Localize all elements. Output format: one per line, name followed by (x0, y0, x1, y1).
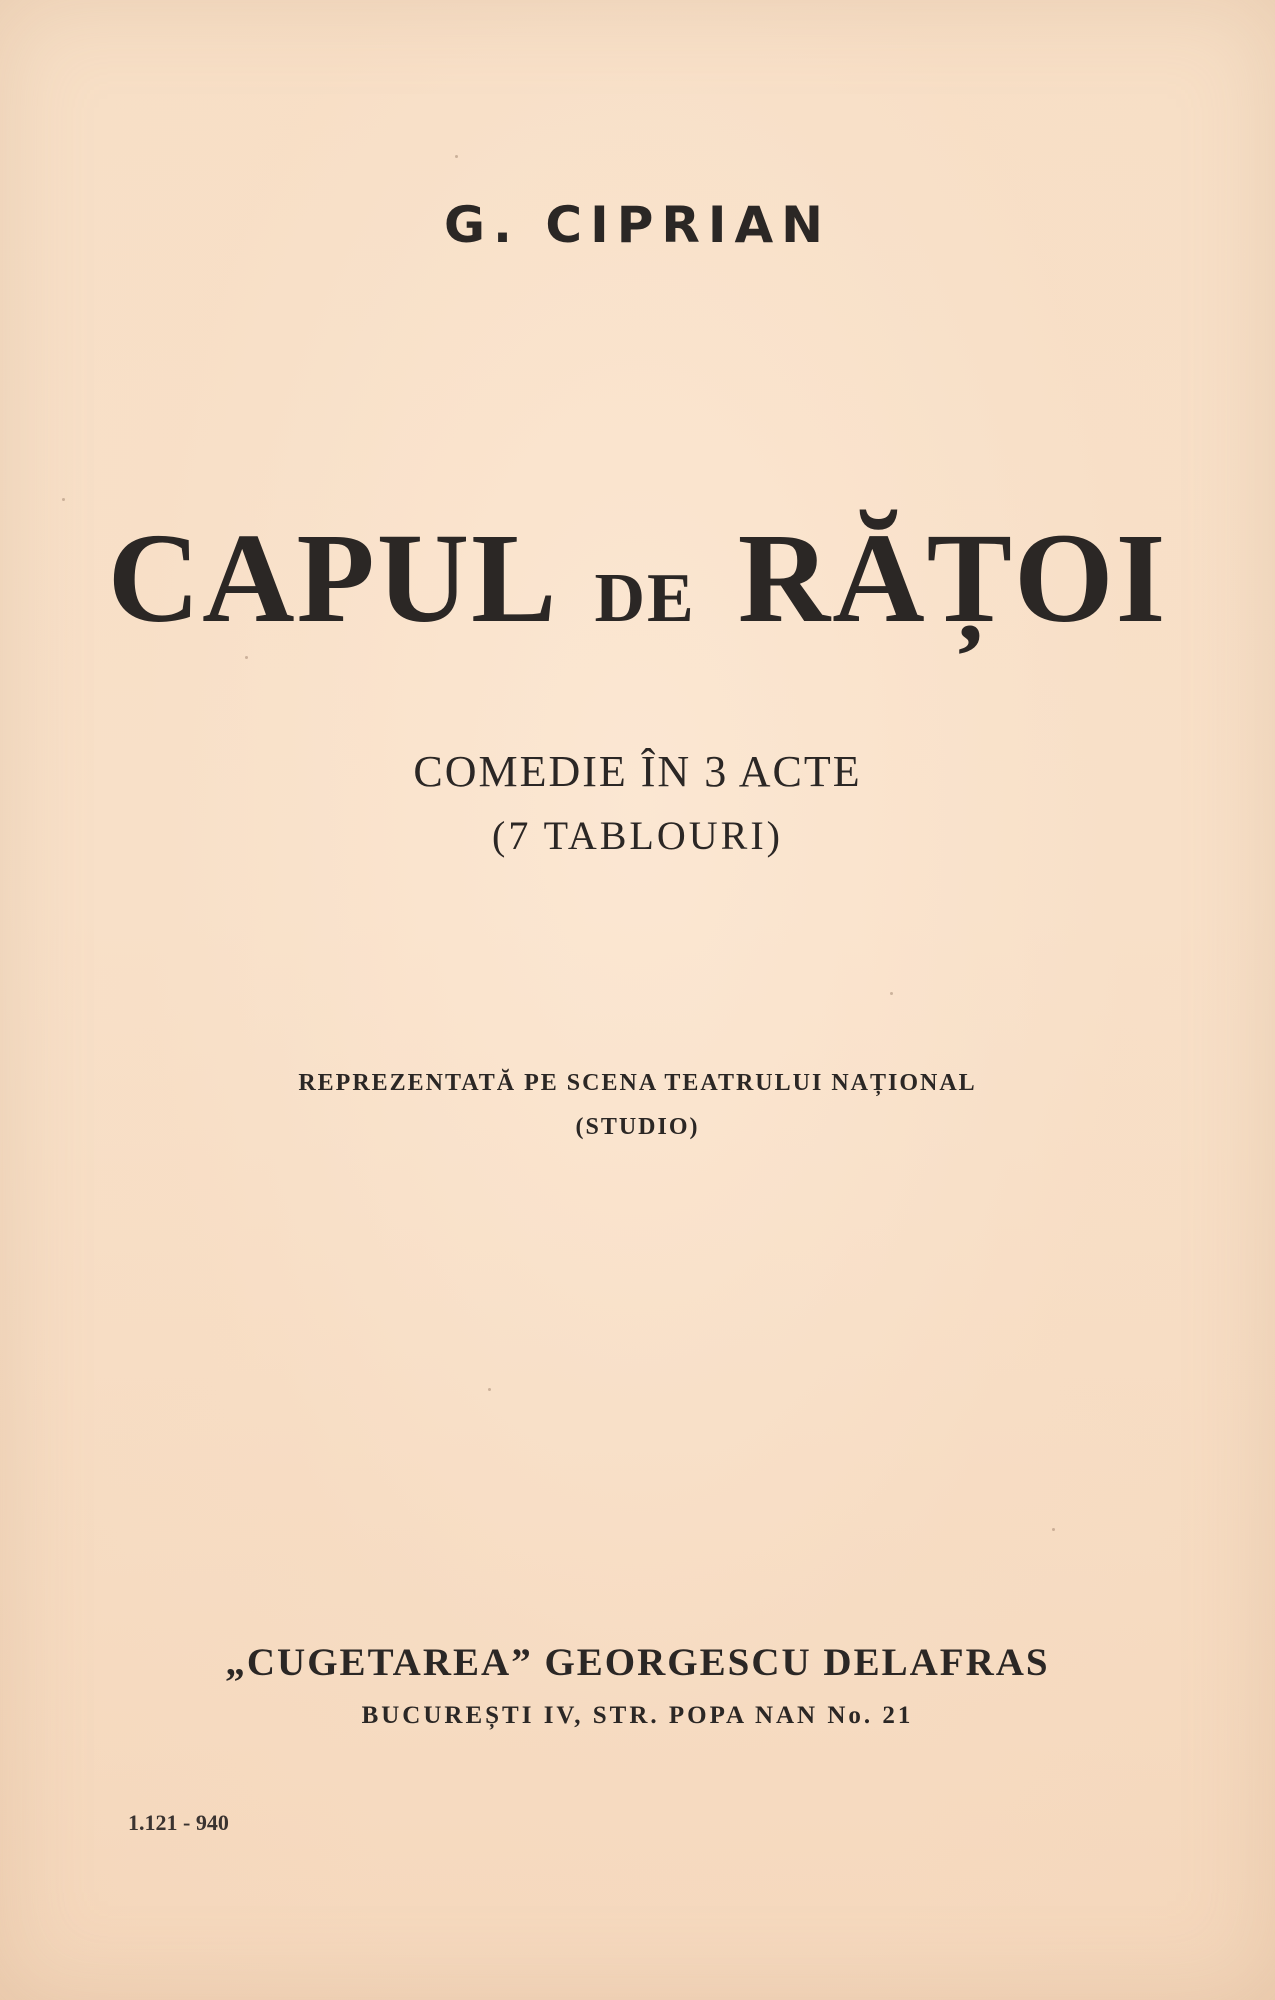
title-part-2: RĂȚOI (737, 507, 1168, 649)
title-connector: DE (594, 560, 696, 637)
paper-speck (1052, 1528, 1055, 1531)
genre-subtitle: COMEDIE ÎN 3 ACTE (413, 747, 862, 796)
book-title (0, 505, 1275, 652)
title-part-1: CAPUL (107, 507, 559, 649)
paper-speck (62, 498, 65, 501)
performance-venue: (STUDIO) (575, 1114, 700, 1140)
print-code: 1.121 - 940 (128, 1810, 229, 1835)
tableaux-count: (7 TABLOURI) (492, 813, 783, 858)
author-name: G. CIPRIAN (443, 196, 832, 254)
publisher-address: BUCUREȘTI IV, STR. POPA NAN No. 21 (361, 1702, 914, 1729)
paper-speck (455, 155, 458, 158)
publisher-name: „CUGETAREA” GEORGESCU DELAFRAS (225, 1641, 1050, 1684)
paper-speck (245, 656, 248, 659)
paper-speck (488, 1388, 491, 1391)
performance-note: REPREZENTATĂ PE SCENA TEATRULUI NAȚIONAL (298, 1070, 977, 1096)
paper-speck (890, 992, 893, 995)
